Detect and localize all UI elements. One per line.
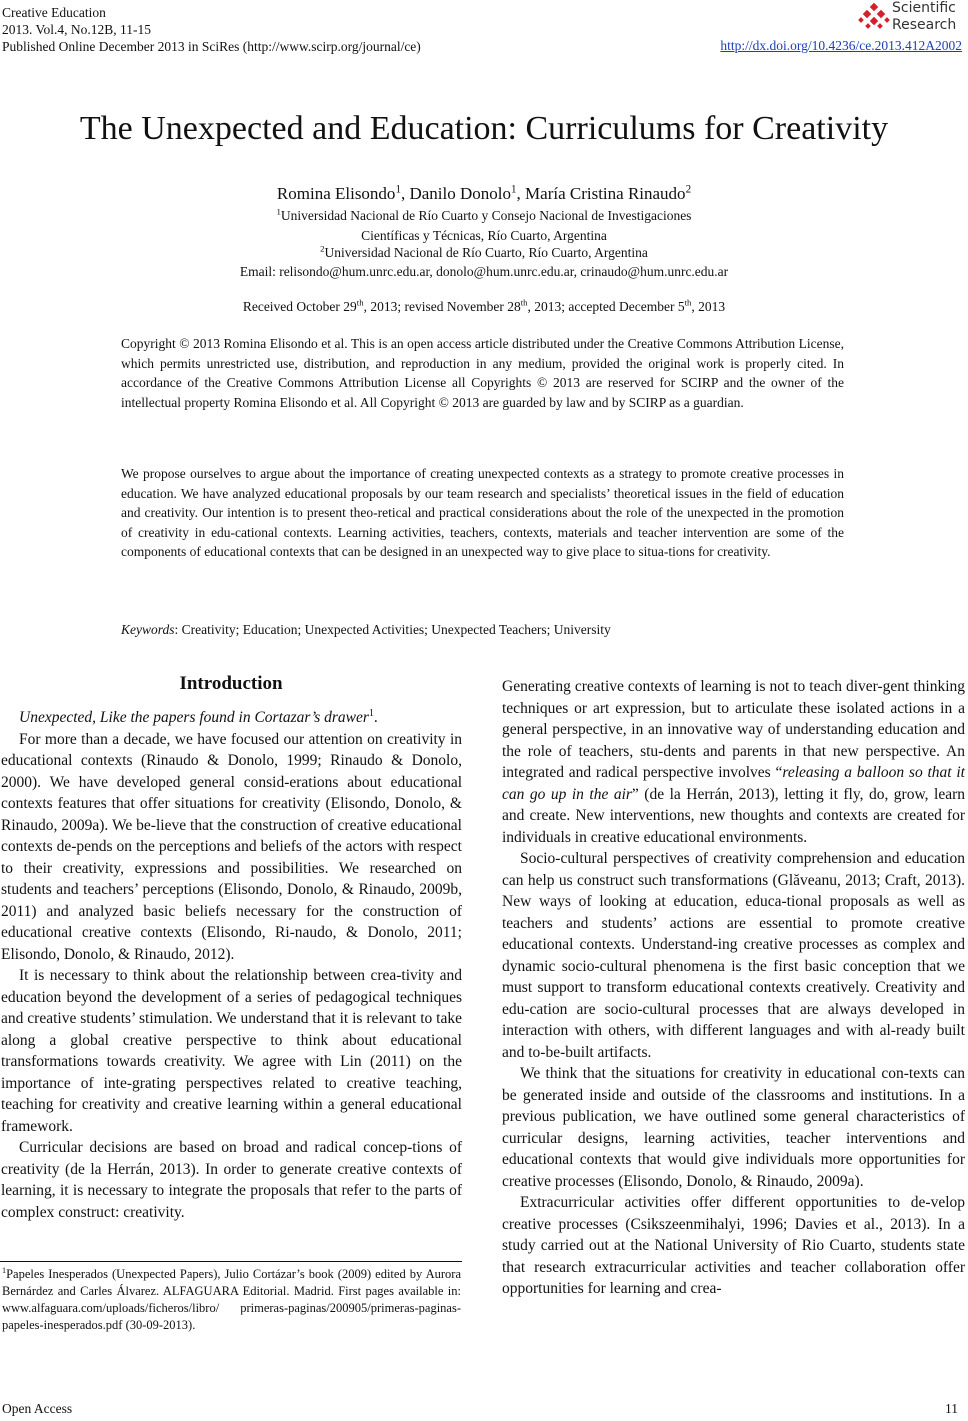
open-access-label: Open Access [2,1401,73,1416]
author-list: Romina Elisondo$^1$, Danilo Donolo$^1$, María Cristina Rinaudo$^2$ [276,183,692,203]
footnote: $^1$Papeles Inesperados (Unexpected Papers), Julio Cortázar’s book (2009) edited by Aurora Bernárdez and Carles Álvarez. ALFAGUARA Editorial. Madrid. First pages available in: www.alfaguara.com/uploads/ficheros/libro/ primeras-paginas/200905/primeras-paginas-papeles-inesperados.pdf (30-09-2013). [2,1265,461,1332]
keywords-label: Keywords [121,622,175,637]
paragraph: Extracurricular activities offer different opportunities to de-velop creative processes (Csikszeenmihalyi, 1996; Davies et al., 2013). In a study carried out at the National University of Rio Cuarto, students state that research extracurricular activities and teacher collaboration offer opportunities for learning and crea- [502,1194,965,1297]
doi-link[interactable]: http://dx.doi.org/10.4236/ce.2013.412A2002 [720,38,962,53]
affiliation-1-cont: Científicas y Técnicas, Río Cuarto, Argentina [361,228,607,243]
author-name: Danilo Donolo [409,184,511,203]
abstract: We propose ourselves to argue about the importance of creating unexpected contexts as a strategy to promote creative processes in education. We have analyzed educational proposals by our team research and specialists’ theoretical issues in the field of education and creativity. Our intention is to present theo-retical and practical considerations about the role of the unexpected in the promotion of creativity in edu-cational contexts. Learning activities, teachers, contexts, materials and teacher intervention are some of the components of educational contexts that can be designed in an unexpected way to give place to situa-tions for creativity. [121,466,844,560]
paragraph: We think that the situations for creativity in educational con-texts can be generated inside and outside of the classrooms and institutions. In a previous publication, we have outlined some general characteristics of curricular designs, learning activities, teacher interventions and educational contexts that would give individuals more opportunities for creative processes (Elisondo, Donolo, & Rinaudo, 2009a). [502,1065,965,1190]
logo-mark-icon [858,3,890,33]
paragraph: It is necessary to think about the relationship between crea-tivity and education beyond the development of a series of pedagogical techniques and creative students’ stimulation. We understand that it is relevant to take along a global creative perspective to think about educational transformations towards creativity. We agree with Lin (2011) on the importance of inte-grating perspectives related to creative teaching, teaching for creativity and creative learning within a general educational framework. [1,967,462,1135]
received-dates: Received October 29th, 2013; revised November 28th, 2013; accepted December 5th, 2013 [242,297,726,314]
logo-text: Scientific Research [892,0,957,33]
journal-volume: 2013. Vol.4, No.12B, 11-15 [2,22,152,37]
left-column [1,707,462,1223]
paper-title: The Unexpected and Education: Curriculums for Creativity [79,110,889,147]
journal-header [2,4,421,55]
section-heading-introduction: Introduction [179,673,283,694]
keywords: Keywords: Creativity; Education; Unexpected Activities; Unexpected Teachers; University [121,622,611,637]
journal-name: Creative Education [2,5,106,20]
paragraph: Socio-cultural perspectives of creativity comprehension and education can help us construct such transformations (Glăveanu, 2013; Craft, 2013). New ways of looking at education, educa-tional proposals as well as teachers and students’ actions are essential to promote creative educational contexts. Understand-ing creative processes as complex and dynamic socio-cultural phenomena is the first basic conception that we must support to transform educational contexts creatively. Creativity and edu-cation are socio-cultural processes that are always developed in interaction with others, with different languages and with al-ready built and to-be-built artifacts. [502,850,965,1061]
epigraph: Unexpected, Like the papers found in Cortazar’s drawer$^1$. [19,707,378,726]
copyright-notice: Copyright © 2013 Romina Elisondo et al. This is an open access article distributed under the Creative Commons Attribution License, which permits unrestricted use, distribution, and reproduction in any medium, provided the original work is properly cited. In accordance of the Creative Commons Attribution License all Copyrights © 2013 are reserved for SCIRP and the owner of the intellectual property Romina Elisondo et al. All Copyright © 2013 are guarded by law and by SCIRP as a guardian. [121,336,844,410]
author-name: María Cristina Rinaudo [525,184,686,203]
paragraph: For more than a decade, we have focused our attention on creativity in educational contexts (Rinaudo & Donolo, 1999; Rinaudo & Donolo, 2000). We have developed general consid-erations about educational contexts features that offer situations for creativity (Elisondo, Donolo, & Rinaudo, 2009a). We be-lieve that the construction of creative educational contexts de-pends on the perceptions and beliefs of the actors with respect to their creativity, expressions and possibilities. We researched on students and teachers’ perceptions (Elisondo, Donolo, & Rinaudo, 2009b, 2011) and analyzed basic beliefs necessary for the construction of educational creative contexts (Elisondo, Ri-naudo, & Donolo, 2011; Elisondo, Donolo, & Rinaudo, 2012). [1,730,462,963]
paragraph: Generating creative contexts of learning is not to teach diver-gent thinking techniques or art expression, but to articulate these isolated actions in a general perspective, in an innovative way of understanding education and the role of teachers, stu-dents and parents in that new perspective. An integrated and radical perspective involves “releasing a balloon so that it can go up in the air” (de la Herrán, 2013), letting it fly, do, grow, learn and create. New interventions, new thoughts and contexts are created for individuals in creative educational environments. [502,678,965,846]
author-emails: Email: relisondo@hum.unrc.edu.ar, donolo@hum.unrc.edu.ar, crinaudo@hum.unrc.edu.ar [239,264,729,279]
page-number: 11 [945,1401,958,1416]
affiliation-1: $^1$Universidad Nacional de Río Cuarto y Consejo Nacional de Investigaciones [276,206,692,223]
author-name: Romina Elisondo [276,184,396,203]
paragraph: Curricular decisions are based on broad and radical concep-tions of creativity (de la Herrán, 2013). In order to generate creative contexts of learning, it is necessary to integrate the proposals that refer to the parts of complex construct: creativity. [1,1139,462,1221]
footnote-divider [0,1261,462,1262]
publication-info: Published Online December 2013 in SciRes (http://www.scirp.org/journal/ce) [2,39,421,54]
scientific-research-logo [858,0,964,36]
right-column [502,676,965,1300]
affiliation-2: $^2$Universidad Nacional de Río Cuarto, Río Cuarto, Argentina [320,243,648,260]
